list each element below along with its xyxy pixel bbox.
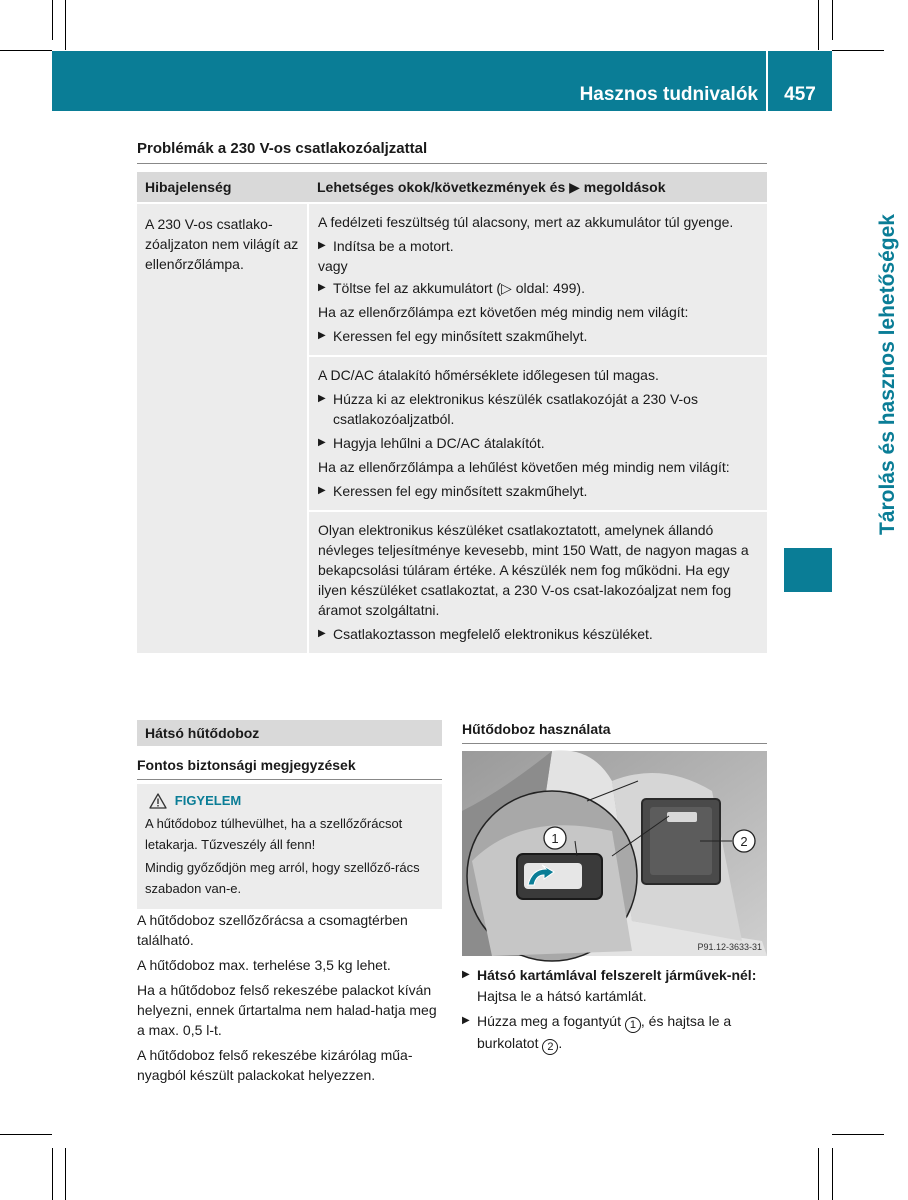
crop-mark [0, 50, 52, 51]
photo-code: P91.12-3633-31 [697, 942, 762, 952]
chapter-tab-marker [784, 548, 832, 592]
action-step [462, 1011, 767, 1055]
crop-mark [818, 0, 819, 50]
bullet-triangle-icon: ▶ [318, 240, 326, 251]
cause-intro: Olyan elektronikus készüléket csatlakoztatott, amelynek állandó névleges teljesítménye kevesebb, mint 150 Watt, de nagyon magas a bekapcsolási túláram értéke. A készülék nem fog működni. Ha egy ilyen készüléket csatlakoztat, a 230 V-os csat-lakozóaljzat nem fog áramot szolgáltatni. [318, 522, 749, 618]
crop-mark [832, 0, 833, 40]
col-header-symptom: Hibajelenség [145, 179, 232, 195]
cooler-box-photo [462, 751, 767, 956]
cause-intro: A DC/AC átalakító hőmérséklete időlegesen túl magas. [318, 367, 659, 383]
action-step [318, 433, 759, 453]
action-text [477, 965, 767, 1007]
cause-cell [309, 204, 767, 355]
table-body [137, 204, 767, 653]
crop-mark [818, 1148, 819, 1200]
page-header-title: Hasznos tudnivalók [579, 84, 758, 105]
body-paragraph: A hűtődoboz max. terhelése 3,5 kg lehet. [137, 957, 391, 973]
crop-mark [65, 0, 66, 50]
bullet-triangle-icon: ▶ [462, 969, 470, 980]
action-text-part: . [558, 1035, 563, 1051]
action-step [318, 278, 759, 298]
right-instructions [462, 965, 767, 1059]
table-header [137, 172, 767, 204]
cooler-illustration [462, 751, 767, 956]
bullet-triangle-icon: ▶ [318, 330, 326, 341]
crop-mark [832, 1134, 884, 1135]
action-text-part: Hajtsa le a hátsó kartámlát. [477, 988, 647, 1004]
action-text: Csatlakoztasson megfelelő elektronikus készüléket. [333, 626, 653, 642]
followup-text: Ha az ellenőrzőlámpa ezt követően még mindig nem világít: [318, 304, 689, 320]
causes-column [309, 204, 767, 653]
cause-intro: A fedélzeti feszültség túl alacsony, mert az akkumulátor túl gyenge. [318, 214, 734, 230]
section-title: Problémák a 230 V-os csatlakozóaljzattal [137, 139, 767, 164]
action-step [318, 389, 759, 429]
bullet-triangle-icon: ▶ [318, 393, 326, 404]
action-text-part: , és hajtsa le a burkolatot [477, 1013, 732, 1051]
action-step [318, 236, 759, 256]
cause-cell [309, 510, 767, 653]
chapter-side-tab: Tárolás és hasznos lehetőségek [876, 214, 899, 535]
warning-text: Mindig győződjön meg arról, hogy szellőző-rács szabadon van-e. [145, 860, 420, 896]
callout-ref-icon: 1 [625, 1017, 641, 1033]
callout-label: 2 [740, 834, 748, 849]
page-number: 457 [784, 84, 816, 105]
troubleshooting-table [137, 172, 767, 653]
section-heading-rear-cooler: Hátsó hűtődoboz [137, 720, 442, 746]
action-text [477, 1011, 767, 1055]
action-step [318, 481, 759, 501]
action-text: Hagyja lehűlni a DC/AC átalakítót. [333, 435, 545, 451]
bullet-triangle-icon: ▶ [462, 1015, 470, 1026]
bullet-triangle-icon: ▶ [318, 282, 326, 293]
bullet-triangle-icon: ▶ [318, 485, 326, 496]
action-text: Töltse fel az akkumulátort (▷ oldal: 499). [333, 280, 585, 296]
action-text: Indítsa be a motort. [333, 238, 454, 254]
action-text: Keressen fel egy minősített szakműhelyt. [333, 483, 588, 499]
warning-box [137, 784, 442, 909]
action-step [318, 624, 759, 644]
action-step [462, 965, 767, 1007]
crop-mark [832, 1148, 833, 1200]
followup-text: Ha az ellenőrzőlámpa a lehűlést követően még mindig nem világít: [318, 459, 730, 475]
left-body-text [137, 910, 442, 1090]
crop-mark [832, 50, 884, 51]
bullet-triangle-icon: ▶ [318, 628, 326, 639]
subheading-safety-notes: Fontos biztonsági megjegyzések [137, 755, 442, 780]
action-text-part: Húzza meg a fogantyút [477, 1013, 625, 1029]
action-condition: Hátsó kartámlával felszerelt járművek-nél: [477, 967, 757, 983]
body-paragraph: Ha a hűtődoboz felső rekeszébe palackot kíván helyezni, ennek űrtartalma nem halad-hatja meg a max. 0,5 l-t. [137, 982, 437, 1038]
body-paragraph: A hűtődoboz felső rekeszébe kizárólag műa-nyagból készült palackokat helyezzen. [137, 1047, 413, 1083]
col-header-causes: Lehetséges okok/következmények és ▶ megoldások [317, 179, 666, 195]
cause-cell [309, 355, 767, 510]
or-text: vagy [318, 258, 348, 274]
body-paragraph: A hűtődoboz szellőzőrácsa a csomagtérben található. [137, 912, 408, 948]
action-text: Húzza ki az elektronikus készülék csatlakozóját a 230 V-os csatlakozóaljzatból. [333, 391, 698, 427]
warning-header [145, 790, 245, 811]
warning-title: FIGYELEM [174, 793, 242, 808]
action-text: Keressen fel egy minősített szakműhelyt. [333, 328, 588, 344]
crop-mark [52, 0, 53, 40]
action-step [318, 326, 759, 346]
crop-mark [52, 1148, 53, 1200]
bullet-triangle-icon: ▶ [318, 437, 326, 448]
subheading-cooler-usage: Hűtődoboz használata [462, 719, 767, 744]
crop-mark [0, 1134, 52, 1135]
warning-triangle-icon [149, 793, 167, 809]
warning-text: A hűtődoboz túlhevülhet, ha a szellőzőrácsot letakarja. Tűzveszély áll fenn! [145, 816, 403, 852]
callout-ref-icon: 2 [542, 1039, 558, 1055]
crop-mark [65, 1148, 66, 1200]
callout-label: 1 [551, 831, 559, 846]
symptom-cell: A 230 V-os csatlako-zóaljzaton nem világít az ellenőrzőlámpa. [137, 204, 307, 653]
